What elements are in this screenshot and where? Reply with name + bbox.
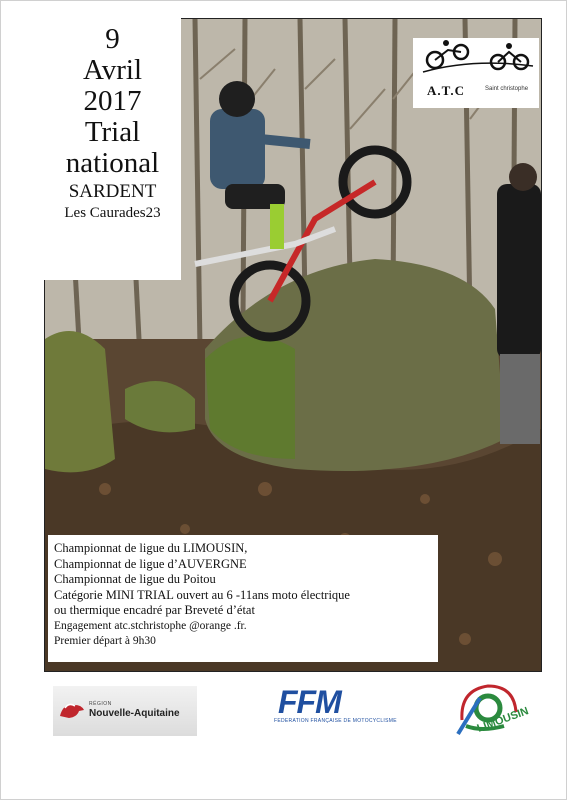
event-info-box [48, 535, 438, 662]
limousin-name: LIMOUSIN [475, 705, 531, 735]
event-month: Avril [82, 54, 143, 86]
limousin-logo [452, 676, 531, 740]
event-title-line1: Trial [84, 116, 141, 148]
club-subtitle: Saint christophe [485, 86, 529, 92]
info-engagement: Engagement atc.stchristophe @orange .fr. [54, 619, 247, 632]
event-place: Les Caurades23 [64, 205, 161, 221]
lion-icon [57, 696, 87, 726]
event-title-box [44, 18, 181, 280]
ffm-name: FFM [278, 684, 341, 720]
event-year: 2017 [83, 85, 142, 117]
club-logo [413, 38, 539, 108]
region-logo [53, 686, 197, 736]
event-day: 9 [105, 23, 120, 55]
event-title-line2: national [65, 147, 160, 179]
info-first-start: Premier départ à 9h30 [54, 634, 156, 647]
motorbike-rider-icon [413, 38, 539, 84]
info-line: Catégorie MINI TRIAL ouvert au 6 -11ans moto électrique [54, 587, 350, 602]
ffm-logo [272, 684, 397, 730]
region-label: RÉGION [89, 701, 112, 707]
info-line: Championnat de ligue du Poitou [54, 572, 216, 586]
region-name: Nouvelle-Aquitaine [89, 708, 180, 719]
club-name: A.T.C [427, 83, 465, 98]
event-location: SARDENT [68, 181, 157, 202]
ffm-subtitle: FEDERATION FRANÇAISE DE MOTOCYCLISME [274, 718, 397, 724]
info-line: Championnat de ligue d’AUVERGNE [54, 556, 247, 571]
info-line: ou thermique encadré par Breveté d’état [54, 603, 255, 617]
info-line: Championnat de ligue du LIMOUSIN, [54, 541, 248, 555]
